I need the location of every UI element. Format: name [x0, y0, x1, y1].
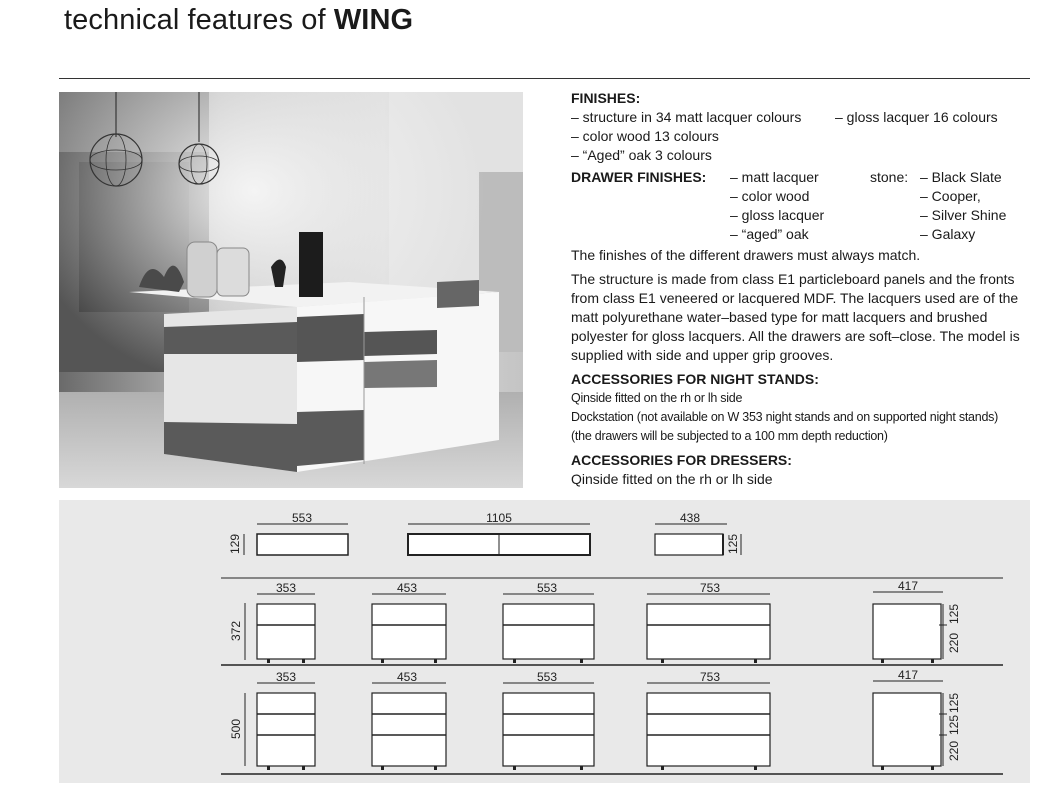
- dimension-label: 453: [396, 670, 418, 684]
- dimension-label: 129: [228, 533, 242, 555]
- page-title: [64, 4, 413, 37]
- stone-item: – Cooper,: [920, 188, 981, 204]
- finishes-heading: FINISHES:: [571, 90, 641, 106]
- dimension-label: 125: [726, 533, 740, 555]
- finish-line: – gloss lacquer 16 colours: [835, 109, 998, 125]
- dimension-label: 500: [229, 718, 243, 740]
- drawer-finish-item: – color wood: [730, 188, 810, 204]
- top-view-1105: [408, 511, 590, 555]
- night-stand-line: Dockstation (not available on W 353 night stands and on supported night stands): [571, 410, 999, 424]
- title-prefix: technical features of: [64, 4, 334, 36]
- dimension-label: 353: [275, 670, 297, 684]
- product-photo: [59, 92, 523, 488]
- stone-item: – Black Slate: [920, 169, 1002, 185]
- technical-drawings: [59, 500, 1030, 783]
- dimension-label: 417: [897, 668, 919, 682]
- drawer-finish-item: – matt lacquer: [730, 169, 819, 185]
- title-model-name: WING: [333, 4, 414, 36]
- dimension-label: 753: [699, 581, 721, 595]
- drawer-finishes-heading: DRAWER FINISHES:: [571, 169, 707, 185]
- dimension-label: 1105: [486, 511, 512, 525]
- drawer-finish-item: – “aged” oak: [730, 226, 809, 242]
- finish-line: – color wood 13 colours: [571, 128, 719, 144]
- finishes-note: The finishes of the different drawers must always match.: [571, 247, 921, 263]
- dimension-label: 438: [679, 511, 701, 525]
- dimension-label: 353: [275, 581, 297, 595]
- dimension-label: 553: [291, 511, 313, 525]
- dimension-label: 125: [947, 603, 961, 625]
- dimension-label: 553: [536, 581, 558, 595]
- dimension-label: 753: [699, 670, 721, 684]
- spec-text: [571, 89, 1041, 489]
- top-view-438: [655, 511, 741, 555]
- dimension-label: 125: [947, 714, 961, 736]
- dimension-label: 220: [947, 740, 961, 762]
- dimension-label: 417: [897, 579, 919, 593]
- night-stands-heading: ACCESSORIES FOR NIGHT STANDS:: [571, 371, 819, 387]
- finishes-row: [571, 108, 1041, 127]
- dimension-label: 220: [947, 632, 961, 654]
- dimension-label: 125: [947, 692, 961, 714]
- night-stand-line: (the drawers will be subjected to a 100 mm depth reduction): [571, 429, 888, 443]
- row1-elevations: [229, 579, 961, 663]
- stone-label: stone:: [870, 169, 909, 185]
- title-rule: [59, 78, 1030, 79]
- dressers-heading: ACCESSORIES FOR DRESSERS:: [571, 452, 792, 468]
- finish-line: – structure in 34 matt lacquer colours: [571, 109, 802, 125]
- dimension-label: 372: [229, 620, 243, 642]
- dresser-line: Qinside fitted on the rh or lh side: [571, 471, 773, 487]
- structure-paragraph: The structure is made from class E1 particleboard panels and the fronts from class E1 veneered or lacquered MDF. The lacquers used are of the matt polyurethane water–based type for matt lacquers and brushed polyester for gloss lacquers. All the drawers are soft–close. The model is supplied with side and upper grip grooves.: [571, 271, 1020, 363]
- drawer-finishes: [571, 168, 1041, 244]
- stone-item: – Silver Shine: [920, 207, 1007, 223]
- row2-elevations: [229, 668, 961, 770]
- finish-line: – “Aged” oak 3 colours: [571, 147, 712, 163]
- night-stand-line: Qinside fitted on the rh or lh side: [571, 391, 743, 405]
- top-view-553: [228, 511, 348, 555]
- stone-item: – Galaxy: [920, 226, 976, 242]
- dimension-label: 453: [396, 581, 418, 595]
- dimension-label: 553: [536, 670, 558, 684]
- drawer-finish-item: – gloss lacquer: [730, 207, 825, 223]
